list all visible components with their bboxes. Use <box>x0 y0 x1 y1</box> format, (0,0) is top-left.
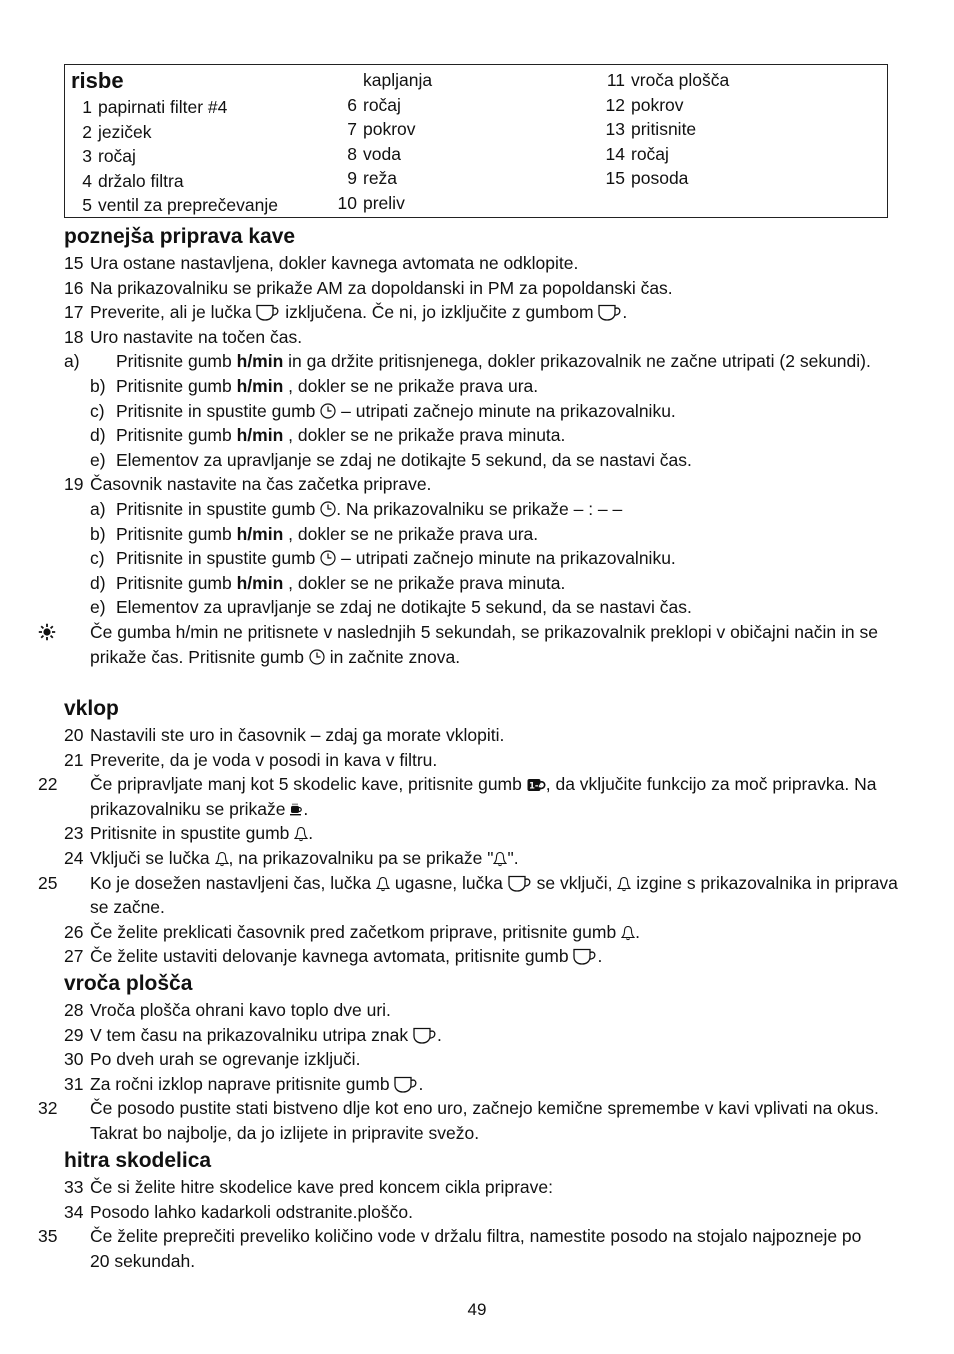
step-18e: e) Elementov za upravljanje se zdaj ne dotikajte 5 sekund, da se nastavi čas. <box>90 449 692 470</box>
step-25: 25 Ko je dosežen nastavljeni čas, lučka ugasne, lučka se vključi, izgine s prikazovalnika in priprava se začne. <box>38 872 898 918</box>
step-18d: d) Pritisnite gumb h/min , dokler se ne prikaže prava minuta. <box>90 425 566 446</box>
clock-icon <box>320 501 336 517</box>
bell-icon <box>493 851 507 867</box>
step-32: 32 Če posodo pustite stati bistveno dlje kot eno uro, začnejo kemične spremembe v kavi vplivati na okus. Takrat bo najbolje, da jo izlijete in pripravite svežo. <box>38 1098 879 1143</box>
page-number: 49 <box>467 1300 487 1319</box>
cup-power-icon <box>394 1076 418 1093</box>
section-heading: hitra skodelica <box>64 1149 212 1172</box>
tip-note: Če gumba h/min ne pritisnete v naslednjih 5 sekundah, se prikazovalnik preklopi v običajni način in se prikaže čas. Pritisnite gumb in začnite znova. <box>64 620 890 669</box>
bell-icon <box>215 851 229 867</box>
step-29: 29 V tem času na prikazovalniku utripa znak . <box>64 1024 442 1045</box>
section-heading: vklop <box>64 697 119 720</box>
hmin-button-label: h/min <box>236 351 284 372</box>
section-delay-brew <box>64 223 890 669</box>
step-19e: e) Elementov za upravljanje se zdaj ne dotikajte 5 sekund, da se nastavi čas. <box>90 597 692 618</box>
step-33: 33 Če si želite hitre skodelice kave pred koncem cikla priprave: <box>64 1177 553 1197</box>
part-item: 14 ročaj <box>605 143 669 164</box>
step-18: 18 Uro nastavite na točen čas. <box>64 326 303 347</box>
bell-icon <box>294 826 308 842</box>
step-18a: a) Pritisnite gumb h/min in ga držite pritisnjenega, dokler prikazovalnik ne začne utripati (2 sekundi). <box>64 351 871 372</box>
parts-title: risbe <box>71 68 124 93</box>
step-19d: d) Pritisnite gumb h/min , dokler se ne prikaže prava minuta. <box>90 572 566 593</box>
step-26: 26 Če želite preklicati časovnik pred začetkom priprave, pritisnite gumb . <box>64 921 640 942</box>
section-hotplate <box>38 970 890 1146</box>
section-switch-on <box>38 695 898 969</box>
section-quick-cup <box>38 1147 890 1273</box>
part-item: 2 jeziček <box>82 121 152 142</box>
cup-power-icon <box>413 1027 437 1044</box>
step-35: 35 Če želite preprečiti preveliko količino vode v držalu filtra, namestite posodo na stojalo najpozneje po 20 sekundah. <box>38 1226 862 1271</box>
parts-column-2 <box>335 68 432 216</box>
cup-power-icon <box>256 304 280 321</box>
bell-icon <box>617 876 631 892</box>
part-item: 8 voda <box>347 143 401 164</box>
hmin-button-label: h/min <box>236 375 284 396</box>
cup-power-icon <box>508 875 532 892</box>
section-heading: vroča plošča <box>64 972 193 995</box>
step-28: 28 Vroča plošča ohrani kavo toplo dve uri. <box>64 1000 391 1020</box>
step-30: 30 Po dveh urah se ogrevanje izključi. <box>64 1049 361 1070</box>
strength-icon <box>527 778 546 793</box>
step-18c: c) Pritisnite in spustite gumb – utripati začnejo minute na prikazovalniku. <box>90 400 676 421</box>
step-19b: b) Pritisnite gumb h/min , dokler se ne prikaže prava ura. <box>90 523 539 544</box>
part-item: 9 reža <box>347 168 398 189</box>
step-15: 15 Ura ostane nastavljena, dokler kavnega avtomata ne odklopite. <box>64 253 579 273</box>
part-item: 15 posoda <box>605 168 689 189</box>
part-item: 6 ročaj <box>347 94 401 115</box>
hmin-button-label: h/min <box>236 425 284 446</box>
step-18-substeps <box>64 349 890 472</box>
step-31: 31 Za ročni izklop naprave pritisnite gumb . <box>64 1073 424 1094</box>
part-item: 10 preliv <box>337 192 405 213</box>
part-item: 7 pokrov <box>347 119 416 140</box>
step-34: 34 Posodo lahko kadarkoli odstranite.ploščo. <box>64 1201 413 1222</box>
parts-legend-box <box>64 64 888 218</box>
part-item: 3 ročaj <box>82 146 136 167</box>
mug-icon <box>290 803 303 816</box>
step-20: 20 Nastavili ste uro in časovnik – zdaj ga morate vklopiti. <box>64 725 505 745</box>
step-18b: b) Pritisnite gumb h/min , dokler se ne prikaže prava ura. <box>90 375 539 396</box>
part-item: 13 pritisnite <box>605 119 697 140</box>
hmin-button-label: h/min <box>236 523 284 544</box>
sun-tip-icon <box>38 623 56 641</box>
clock-icon <box>309 649 325 665</box>
parts-column-1 <box>74 95 278 218</box>
step-19c: c) Pritisnite in spustite gumb – utripati začnejo minute na prikazovalniku. <box>90 548 676 569</box>
step-23: 23 Pritisnite in spustite gumb . <box>64 823 314 844</box>
part-item: 4 držalo filtra <box>82 170 184 191</box>
step-21: 21 Preverite, da je voda v posodi in kava v filtru. <box>64 749 438 770</box>
part-item: 1 papirnati filter #4 <box>82 97 228 117</box>
step-22: 22 Če pripravljate manj kot 5 skodelic kave, pritisnite gumb , da vključite funkcijo za moč pripravka. Na prikazovalniku se prikaže . <box>38 774 877 819</box>
clock-icon <box>320 550 336 566</box>
clock-icon <box>320 403 336 419</box>
part-item: kapljanja <box>363 70 433 90</box>
step-27: 27 Če želite ustaviti delovanje kavnega avtomata, pritisnite gumb . <box>64 946 603 967</box>
parts-column-3 <box>605 68 729 191</box>
bell-icon <box>621 925 635 941</box>
cup-power-icon <box>598 304 622 321</box>
cup-power-icon <box>573 948 597 965</box>
bell-icon <box>376 876 390 892</box>
step-16: 16 Na prikazovalniku se prikaže AM za dopoldanski in PM za popoldanski čas. <box>64 277 673 298</box>
step-24: 24 Vključi se lučka , na prikazovalniku pa se prikaže " ". <box>64 847 519 868</box>
hmin-button-label: h/min <box>236 572 284 593</box>
step-19: 19 Časovnik nastavite na čas začetka priprave. <box>64 474 432 495</box>
step-19a: a) Pritisnite in spustite gumb . Na prikazovalniku se prikaže – : – – <box>90 498 623 519</box>
part-item: 12 pokrov <box>605 94 684 115</box>
section-heading: poznejša priprava kave <box>64 225 296 248</box>
part-item: 11 vroča plošča <box>606 70 730 90</box>
step-17: 17 Preverite, ali je lučka izključena. Če ni, jo izključite z gumbom . <box>64 302 628 323</box>
step-19-substeps <box>64 497 890 620</box>
part-item: 5 ventil za preprečevanje <box>82 195 278 216</box>
